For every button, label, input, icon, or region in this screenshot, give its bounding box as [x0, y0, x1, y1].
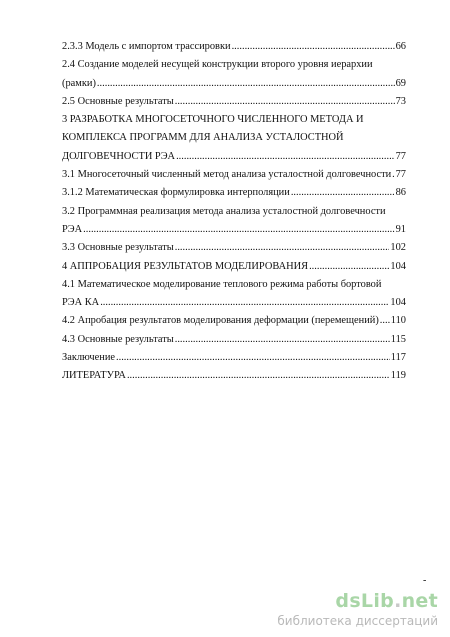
- toc-page-number: 115: [390, 333, 406, 345]
- toc-page-number: 73: [395, 95, 406, 107]
- toc-entry-title: 2.4 Создание моделей несущей конструкции второго уровня иерархии: [62, 59, 373, 71]
- toc-page-number: 77: [395, 150, 406, 162]
- page-number-mark: -: [423, 575, 427, 586]
- toc-line: [62, 241, 406, 254]
- toc-line: [62, 168, 406, 181]
- toc-line: [62, 278, 406, 291]
- toc-entry-title: ЛИТЕРАТУРА: [62, 370, 126, 382]
- toc-dot-leader: [83, 223, 394, 236]
- watermark-logo: [335, 590, 438, 612]
- toc-line: [62, 333, 406, 346]
- toc-line: [62, 369, 406, 382]
- toc-dot-leader: [116, 351, 390, 364]
- toc-entry-title: 4.3 Основные результаты: [62, 333, 174, 345]
- toc-entry-title: 3.1 Многосеточный численный метод анализа усталостной долговечности: [62, 169, 392, 181]
- watermark-logo-dot: .: [394, 590, 402, 612]
- toc-page-number: 66: [395, 41, 406, 52]
- toc-page-number: 119: [390, 370, 406, 382]
- toc-entry-title: (рамки): [62, 77, 96, 89]
- toc-page-number: 86: [395, 187, 406, 199]
- toc-line: [62, 150, 406, 163]
- toc-line: [62, 205, 406, 218]
- toc-dot-leader: [175, 241, 390, 254]
- toc-line: [62, 77, 406, 90]
- toc-dot-leader: [291, 186, 395, 199]
- toc-line: [62, 113, 406, 126]
- toc-page-number: 110: [390, 315, 406, 327]
- toc-entry-title: Заключение: [62, 352, 115, 364]
- toc-dot-leader: [309, 260, 389, 273]
- toc-line: [62, 351, 406, 364]
- toc-line: [62, 223, 406, 236]
- watermark-logo-tld: net: [401, 590, 438, 612]
- toc-entry-title: КОМПЛЕКСА ПРОГРАММ ДЛЯ АНАЛИЗА УСТАЛОСТНОЙ: [62, 132, 344, 144]
- toc-entry-title: 3 РАЗРАБОТКА МНОГОСЕТОЧНОГО ЧИСЛЕННОГО МЕТОДА И: [62, 114, 364, 126]
- watermark: [262, 590, 442, 630]
- toc-dot-leader: [176, 150, 395, 163]
- toc-entry-title: 4.1 Математическое моделирование теплового режима работы бортовой: [62, 278, 382, 290]
- toc-entry-title: 3.1.2 Математическая формулировка интерполяции: [62, 187, 290, 199]
- toc-line: [62, 260, 406, 273]
- toc-entry-title: 4.2 Апробация результатов моделирования деформации (перемещений): [62, 315, 379, 327]
- toc-entry-title: 4 АППРОБАЦИЯ РЕЗУЛЬТАТОВ МОДЕЛИРОВАНИЯ: [62, 260, 309, 272]
- toc-line: [62, 314, 406, 327]
- toc-page-number: 102: [390, 242, 406, 254]
- toc-entry-title: ДОЛГОВЕЧНОСТИ РЭА: [62, 150, 176, 162]
- toc-dot-leader: [175, 95, 395, 108]
- watermark-logo-main: dsLib: [335, 590, 395, 612]
- toc-line: [62, 296, 406, 309]
- toc-entry-title: РЭА: [62, 223, 83, 235]
- watermark-subtitle: библиотека диссертаций: [277, 614, 438, 628]
- toc-line: [62, 95, 406, 108]
- toc-entry-title: 2.3.3 Модель с импортом трассировки: [62, 41, 231, 52]
- toc-entry-title: 3.3 Основные результаты: [62, 242, 174, 254]
- toc-dot-leader: [97, 77, 395, 90]
- toc-page-number: 69: [395, 77, 406, 89]
- toc-line: [62, 40, 406, 53]
- toc-page-number: 77: [395, 169, 406, 181]
- toc-dot-leader: [100, 296, 389, 309]
- toc-page-number: 91: [395, 223, 406, 235]
- toc-page-number: 104: [390, 260, 406, 272]
- toc-dot-leader: [380, 314, 390, 327]
- toc-entry-title: РЭА КА: [62, 297, 100, 309]
- toc-page-number: 104: [390, 297, 406, 309]
- toc-line: [62, 58, 406, 71]
- toc-dot-leader: [232, 40, 395, 53]
- toc-entry-title: 2.5 Основные результаты: [62, 95, 174, 107]
- toc-dot-leader: [175, 333, 390, 346]
- table-of-contents: [62, 40, 406, 388]
- toc-line: [62, 131, 406, 144]
- toc-line: [62, 186, 406, 199]
- toc-entry-title: 3.2 Программная реализация метода анализа усталостной долговечности: [62, 205, 386, 217]
- toc-dot-leader: [127, 369, 390, 382]
- toc-page-number: 117: [390, 352, 406, 364]
